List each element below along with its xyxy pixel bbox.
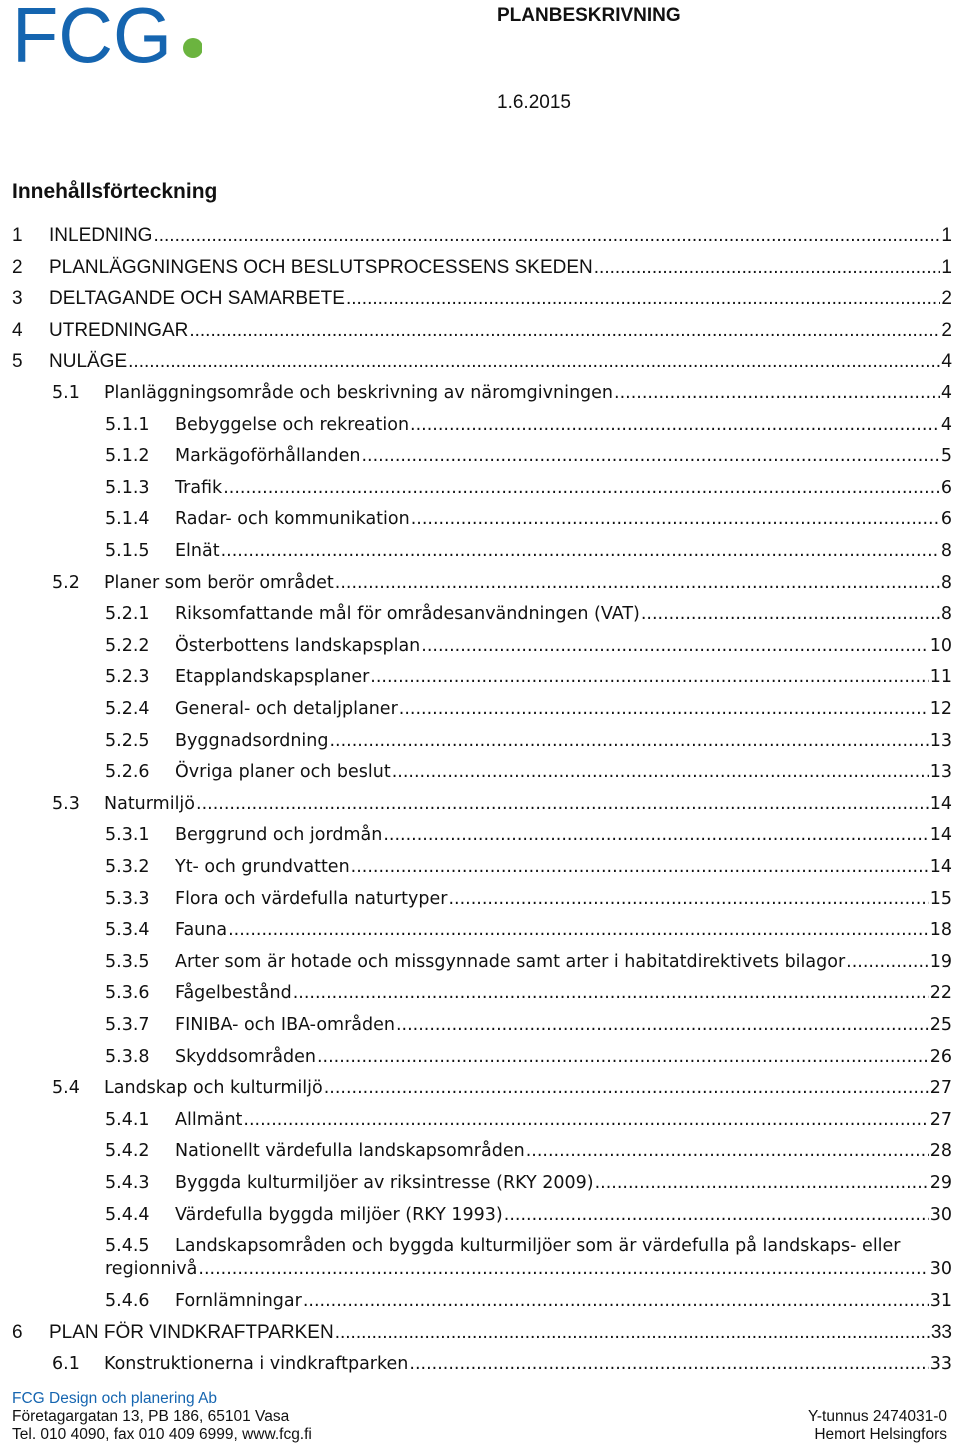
toc-entry-number: 5.1.3 [105,477,150,498]
toc-entry-title: Bebyggelse och rekreation [175,414,410,435]
footer-address: Företagargatan 13, PB 186, 65101 Vasa [12,1408,290,1425]
toc-entry[interactable] [105,445,952,468]
toc-dot-leader [198,1258,928,1281]
toc-entry-title: NULÄGE [49,351,128,373]
toc-dot-leader [411,508,940,531]
toc-entry-title-continued: regionnivå [105,1259,198,1280]
toc-entry[interactable] [105,540,952,563]
toc-entry-number: 5.4.2 [105,1141,150,1162]
toc-entry-page: 29 [929,1173,952,1193]
toc-dot-leader [370,666,928,689]
toc-entry-number: 5.4.1 [105,1109,150,1130]
toc-entry-number: 5.3.6 [105,983,150,1004]
toc-dot-leader [614,382,940,405]
toc-entry-title: Riksomfattande mål för områdesanvändningen (VAT) [175,604,640,625]
footer-company: FCG Design och planering Ab [12,1390,218,1407]
toc-dot-leader [392,761,929,784]
toc-entry-page: 8 [940,604,952,625]
toc-dot-leader [504,1204,929,1227]
toc-entry[interactable] [52,1353,952,1376]
toc-entry-number: 5.2.5 [105,730,150,751]
toc-entry[interactable] [52,793,952,816]
toc-entry[interactable] [105,635,952,658]
toc-entry[interactable] [105,666,952,689]
toc-entry-page: 11 [929,667,952,688]
logo-dot [183,38,202,58]
toc-entry-number: 5.2.1 [105,604,150,625]
toc-dot-leader [526,1140,929,1163]
toc-entry-title: Byggnadsordning [175,730,329,751]
toc-entry-number: 5.4.5 [105,1236,150,1257]
toc-entry-continuation[interactable] [105,1258,952,1281]
toc-dot-leader [317,1046,929,1069]
toc-entry-number: 5.4 [52,1078,80,1099]
toc-entry-page: 13 [929,762,952,783]
toc-entry-number: 5.3 [52,793,80,814]
toc-entry-page: 19 [929,951,952,972]
toc-dot-leader [383,824,928,847]
toc-entry-title: Landskapsområden och byggda kulturmiljöer som är värdefulla på landskaps- eller [175,1236,901,1257]
toc-entry[interactable] [12,256,952,279]
toc-entry-page: 18 [929,920,952,941]
toc-entry-page: 14 [929,825,952,846]
toc-dot-leader [196,793,929,816]
toc-entry[interactable] [105,951,952,974]
toc-entry-number: 2 [12,256,23,278]
toc-entry-number: 5.1.5 [105,541,150,561]
toc-dot-leader [329,730,928,753]
toc-entry-title: Radar- och kommunikation [175,509,410,530]
toc-entry-number: 6.1 [52,1354,80,1374]
toc-entry-title: Markägoförhållanden [175,446,361,467]
toc-entry-title: Österbottens landskapsplan [175,635,421,656]
toc-entry-title: Flora och värdefulla naturtyper [175,888,448,909]
toc-entry[interactable] [105,982,952,1005]
toc-entry-title: PLANLÄGGNINGENS OCH BESLUTSPROCESSENS SKEDEN [49,256,593,278]
toc-entry[interactable] [105,1014,952,1037]
toc-dot-leader [421,635,928,658]
toc-dot-leader [351,856,929,879]
toc-entry-title: FINIBA- och IBA-områden [175,1015,395,1035]
toc-entry-page: 31 [929,1290,952,1311]
toc-entry[interactable] [105,1172,952,1195]
toc-entry-title: UTREDNINGAR [49,319,189,341]
toc-entry[interactable] [12,287,952,310]
toc-entry-title: Elnät [175,541,220,561]
toc-entry-number: 5.4.4 [105,1204,150,1225]
toc-entry[interactable] [105,761,952,784]
toc-dot-leader [399,698,929,721]
toc-entry-number: 5.3.2 [105,857,150,877]
toc-entry[interactable] [105,1140,952,1163]
toc-entry[interactable] [105,888,952,911]
toc-dot-leader [293,982,929,1005]
toc-entry[interactable] [105,508,952,531]
toc-entry-page: 30 [929,1204,952,1225]
toc-dot-leader [335,572,940,595]
toc-entry-page: 27 [929,1078,952,1099]
footer-domicile: Hemort Helsingfors [814,1426,947,1443]
toc-entry[interactable] [105,1109,952,1132]
toc-entry[interactable] [12,1321,952,1344]
toc-entry[interactable] [105,414,952,437]
toc-entry-title: Planer som berör området [104,572,334,593]
toc-entry[interactable] [105,856,952,879]
toc-entry-title: Etapplandskapsplaner [175,667,370,688]
toc-entry-page: 12 [929,699,952,719]
toc-entry-page: 6 [940,477,952,498]
toc-dot-leader [153,224,940,247]
toc-entry-number: 5.1 [52,383,80,403]
toc-entry-page: 2 [941,319,952,341]
toc-entry-title: PLAN FÖR VINDKRAFTPARKEN [49,1322,334,1344]
toc-entry-title: Naturmiljö [104,793,195,814]
toc-entry-page: 14 [929,793,952,814]
toc-entry-title: Berggrund och jordmån [175,825,383,846]
toc-entry-number: 4 [12,319,23,341]
logo-text: FCG [12,2,172,70]
toc-entry-number: 5.3.5 [105,951,150,972]
toc-entry-page: 1 [941,256,952,278]
toc-entry[interactable] [105,1204,952,1227]
toc-entry-page: 33 [930,1322,952,1344]
toc-entry-page: 2 [941,288,952,310]
toc-entry-number: 5.2.6 [105,762,150,783]
toc-entry-number: 5.1.2 [105,446,150,467]
toc-entry[interactable] [105,477,952,500]
toc-entry-page: 4 [940,383,952,403]
toc-entry-title: Övriga planer och beslut [175,762,391,783]
footer-business-id: Y-tunnus 2474031-0 [807,1408,947,1425]
toc-dot-leader [409,1353,928,1376]
toc-entry-number: 5.2.2 [105,635,150,656]
toc-entry[interactable] [105,698,952,721]
toc-entry-number: 3 [12,288,23,310]
toc-dot-leader [410,414,940,437]
toc-entry-page: 1 [941,225,952,246]
footer [12,1390,947,1444]
toc-dot-leader [595,1172,929,1195]
toc-dot-leader [594,256,941,279]
toc-entry-title: Fornlämningar [175,1290,302,1311]
toc-entry[interactable] [52,382,952,405]
toc-entry-number: 5.1.4 [105,509,150,530]
toc-entry-title: Trafik [175,477,223,498]
toc-entry-page: 8 [940,572,952,593]
toc-entry[interactable] [105,1046,952,1069]
toc-dot-leader [223,477,940,500]
footer-contact: Tel. 010 4090, fax 010 409 6999, www.fcg.fi [12,1426,312,1443]
toc-entry-title: Landskap och kulturmiljö [104,1078,323,1099]
toc-entry-number: 5.3.3 [105,888,150,909]
toc-entry-page: 22 [929,983,952,1004]
toc-entry[interactable] [12,224,952,247]
toc-entry-title: Allmänt [175,1109,243,1130]
toc-entry-title: Planläggningsområde och beskrivning av näromgivningen [104,383,614,403]
toc-dot-leader [346,287,940,310]
toc-entry[interactable] [105,730,952,753]
toc-entry-page: 5 [940,446,952,467]
toc-entry-number: 1 [12,225,23,246]
toc-entry-page: 4 [940,414,952,435]
toc-entry-page: 15 [929,888,952,909]
toc-dot-leader [335,1321,930,1344]
toc-dot-leader [189,319,940,342]
toc-dot-leader [243,1109,928,1132]
toc-entry-page: 4 [941,351,952,373]
fcg-logo [12,2,202,70]
toc-entry-page: 13 [929,730,952,751]
toc-entry-number: 5.3.1 [105,825,150,846]
toc-entry[interactable] [12,350,952,373]
toc-dot-leader [221,540,940,563]
toc-entry-title: Nationellt värdefulla landskapsområden [175,1141,525,1162]
toc-entry-page: 28 [929,1141,952,1162]
toc-entry-page: 25 [929,1015,952,1035]
toc-entry[interactable] [105,1235,952,1258]
toc-entry-title: Fågelbestånd [175,983,292,1004]
toc-dot-leader [361,445,939,468]
toc-entry-title: Fauna [175,920,228,941]
toc-entry-page: 6 [940,509,952,530]
toc-entry-number: 6 [12,1322,23,1344]
toc-dot-leader [324,1077,929,1100]
toc-entry[interactable] [105,1290,952,1313]
toc-entry-title: Arter som är hotade och missgynnade samt arter i habitatdirektivets bilagor [175,951,846,972]
toc-dot-leader [128,350,940,373]
toc-entry[interactable] [12,319,952,342]
toc-entry-number: 5.3.7 [105,1015,150,1035]
toc-entry-page: 10 [929,635,952,656]
toc-entry-title: General- och detaljplaner [175,699,398,719]
toc-entry-title: Byggda kulturmiljöer av riksintresse (RKY 2009) [175,1173,594,1193]
document-date: 1.6.2015 [497,92,571,113]
toc-entry-page: 26 [929,1046,952,1067]
toc-entry-number: 5.2.3 [105,667,150,688]
toc-entry-title: DELTAGANDE OCH SAMARBETE [49,288,345,310]
toc-entry-number: 5.2.4 [105,699,150,719]
toc-entry-number: 5 [12,351,23,373]
toc-entry[interactable] [105,824,952,847]
toc-entry-title: Konstruktionerna i vindkraftparken [104,1354,409,1374]
toc-entry-title: Värdefulla byggda miljöer (RKY 1993) [175,1204,503,1225]
toc-entry[interactable] [105,919,952,942]
toc-entry[interactable] [52,572,952,595]
toc-entry-number: 5.4.3 [105,1173,150,1193]
toc-entry[interactable] [105,603,952,626]
toc-entry-title: INLEDNING [49,225,153,246]
document-type: PLANBESKRIVNING [497,5,681,26]
toc-dot-leader [396,1014,929,1037]
toc-entry[interactable] [52,1077,952,1100]
toc-dot-leader [228,919,929,942]
toc-entry-number: 5.1.1 [105,414,150,435]
toc-dot-leader [846,951,929,974]
toc-entry-number: 5.3.8 [105,1046,150,1067]
toc-entry-title: Yt- och grundvatten [175,857,350,877]
toc-dot-leader [641,603,940,626]
toc-entry-page: 27 [929,1109,952,1130]
toc-entry-page: 14 [929,857,952,877]
toc-entry-number: 5.3.4 [105,920,150,941]
toc-entry-number: 5.4.6 [105,1290,150,1311]
toc-dot-leader [303,1290,929,1313]
toc-heading: Innehållsförteckning [12,180,218,203]
toc-entry-page: 8 [940,541,952,561]
toc-entry-title: Skyddsområden [175,1046,316,1067]
toc-entry-number: 5.2 [52,572,80,593]
toc-dot-leader [448,888,928,911]
toc-entry-page: 33 [929,1354,952,1374]
toc-entry-page: 30 [929,1259,952,1280]
